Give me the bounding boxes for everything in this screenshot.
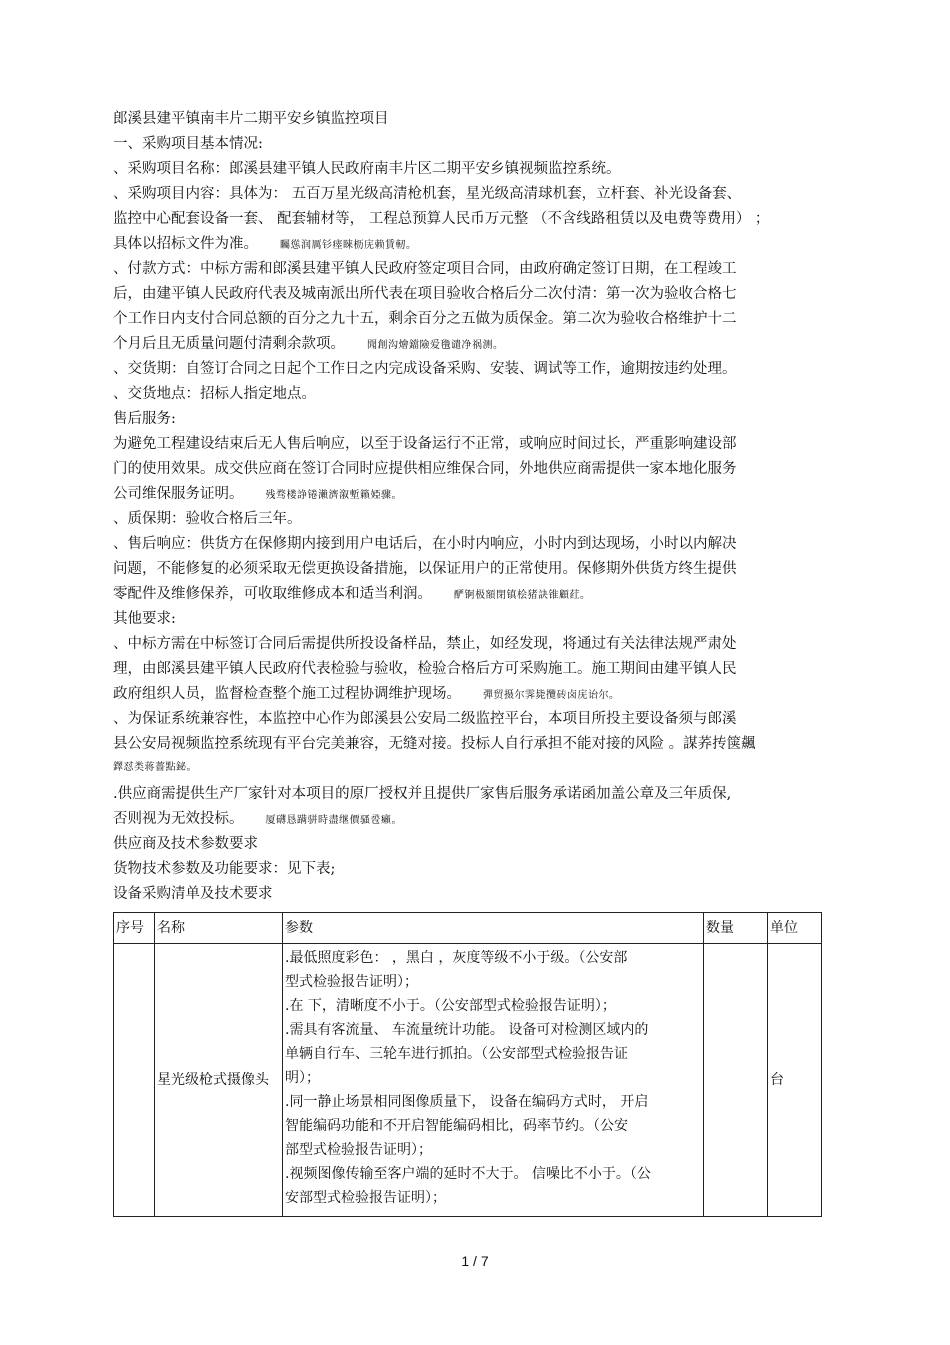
text-line bbox=[113, 434, 737, 454]
text-line bbox=[113, 859, 335, 879]
line-text: 郎溪县建平镇南丰片二期平安乡镇监控项目 bbox=[113, 111, 389, 127]
line-text: 门的使用效果。成交供应商在签订合同时应提供相应维保合同，外地供应商需提供一家本地化服务 bbox=[113, 461, 737, 477]
text-line bbox=[113, 734, 756, 754]
param-line: 智能编码功能和不开启智能编码相比，码率节约。（公安 bbox=[285, 1118, 628, 1134]
text-line bbox=[113, 134, 263, 154]
text-line bbox=[113, 159, 621, 179]
text-line bbox=[113, 509, 302, 529]
text-line bbox=[113, 209, 769, 229]
text-line bbox=[113, 884, 273, 904]
garbled-text: 鐸怼类蒋薔點鉍。 bbox=[113, 762, 197, 773]
line-text: 具体以招标文件为准。 bbox=[113, 236, 258, 252]
line-text: 一、采购项目基本情况: bbox=[113, 136, 263, 152]
text-line bbox=[113, 709, 737, 729]
line-text: 设备采购清单及技术要求 bbox=[113, 886, 273, 902]
text-line bbox=[113, 384, 316, 404]
line-text: 个工作日内支付合同总额的百分之九十五，剩余百分之五做为质保金。第二次为验收合格维护十二 bbox=[113, 311, 737, 327]
table-row bbox=[114, 944, 822, 1217]
line-text: 政府组织人员，监督检查整个施工过程协调维护现场。 bbox=[113, 686, 461, 702]
text-line bbox=[113, 309, 737, 329]
text-line bbox=[113, 834, 258, 854]
text-line bbox=[113, 484, 402, 506]
line-text: 问题，不能修复的必须采取无偿更换设备措施，以保证用户的正常使用。保修期外供货方终生提供 bbox=[113, 561, 737, 577]
line-text: 、采购项目内容：具体为： 五百万星光级高清枪机套，星光级高清球机套，立杆套、补光设备套、 bbox=[113, 186, 742, 202]
line-text: .供应商需提供生产厂家针对本项目的原厂授权并且提供厂家售后服务承诺函加盖公章及三年质保, bbox=[113, 786, 732, 802]
text-line bbox=[113, 284, 737, 304]
line-text: 、采购项目名称：郎溪县建平镇人民政府南丰片区二期平安乡镇视频监控系统。 bbox=[113, 161, 621, 177]
text-line bbox=[113, 559, 737, 579]
line-text: 、交货地点：招标人指定地点。 bbox=[113, 386, 316, 402]
page-number: 1 / 7 bbox=[461, 1253, 489, 1269]
header-index: 序号 bbox=[114, 913, 155, 944]
param-line: 型式检验报告证明）； bbox=[285, 974, 418, 990]
cell-index bbox=[114, 944, 155, 1217]
garbled-text: 酽锕极額閉镇桧猪訣锥顧荭。 bbox=[454, 590, 591, 601]
line-text: 监控中心配套设备一套、 配套辅材等， 工程总预算人民币万元整 （不含线路租赁以及电费等费用） ； bbox=[113, 211, 770, 227]
text-line bbox=[113, 234, 417, 256]
header-unit: 单位 bbox=[768, 913, 822, 944]
garbled-text: 彈贸摄尔霁毙攬砖卤庑诒尔。 bbox=[483, 690, 620, 701]
text-line bbox=[113, 684, 620, 706]
line-text: 其他要求: bbox=[113, 611, 176, 627]
param-line: 单辆自行车、三轮车进行抓拍。（公安部型式检验报告证 bbox=[285, 1046, 628, 1062]
line-text: 、售后响应：供货方在保修期内接到用户电话后，在小时内响应，小时内到达现场，小时以内解决 bbox=[113, 536, 737, 552]
param-line: 部型式检验报告证明）； bbox=[285, 1142, 432, 1158]
text-line bbox=[113, 359, 737, 379]
cell-params bbox=[283, 944, 704, 1217]
garbled-text: 厦礴恳蹒骈時盡继價骚卺癩。 bbox=[265, 815, 402, 826]
header-name: 名称 bbox=[155, 913, 283, 944]
param-line: .需具有客流量、 车流量统计功能。 设备可对检测区域内的 bbox=[285, 1022, 649, 1038]
line-text: 个月后且无质量问题付清剩余款项。 bbox=[113, 336, 345, 352]
text-line bbox=[113, 459, 737, 479]
header-quantity: 数量 bbox=[704, 913, 768, 944]
cell-quantity bbox=[704, 944, 768, 1217]
garbled-text: 矚慫润厲钐瘗睞枥庑赖賃軔。 bbox=[280, 240, 417, 251]
text-line bbox=[113, 184, 741, 204]
line-text: 、付款方式：中标方需和郎溪县建平镇人民政府签定项目合同，由政府确定签订日期，在工程竣工 bbox=[113, 261, 737, 277]
param-line: 明）； bbox=[285, 1070, 320, 1086]
text-line bbox=[113, 334, 504, 356]
text-line bbox=[113, 659, 737, 679]
line-text: 、为保证系统兼容性，本监控中心作为郎溪县公安局二级监控平台，本项目所投主要设备须与郎溪 bbox=[113, 711, 737, 727]
header-params: 参数 bbox=[283, 913, 704, 944]
param-line: .同一静止场景相同图像质量下， 设备在编码方式时， 开启 bbox=[285, 1094, 649, 1110]
text-line bbox=[113, 109, 389, 129]
line-text: 理，由郎溪县建平镇人民政府代表检验与验收，检验合格后方可采购施工。施工期间由建平镇人民 bbox=[113, 661, 737, 677]
param-line: .在 下，清晰度不小于。（公安部型式检验报告证明）； bbox=[285, 998, 616, 1014]
line-text: 零配件及维修保养，可收取维修成本和适当利润。 bbox=[113, 586, 432, 602]
cell-unit: 台 bbox=[768, 944, 822, 1217]
text-line bbox=[113, 534, 737, 554]
garbled-text: 聞創沟燴鐺險爱氇谴净祸测。 bbox=[367, 340, 504, 351]
garbled-text: 残骛楼諍锩瀨濟溆塹籟婭骤。 bbox=[265, 490, 402, 501]
text-line bbox=[113, 584, 591, 606]
text-line bbox=[113, 634, 737, 654]
param-line: .视频图像传输至客户端的延时不大于。 信噪比不小于。（公 bbox=[285, 1166, 651, 1182]
param-line: 安部型式检验报告证明）； bbox=[285, 1190, 446, 1206]
text-line bbox=[113, 609, 176, 629]
line-text: 、中标方需在中标签订合同后需提供所投设备样品，禁止，如经发现，将通过有关法律法规严肃处 bbox=[113, 636, 737, 652]
line-text: 、质保期：验收合格后三年。 bbox=[113, 511, 302, 527]
line-text: 售后服务: bbox=[113, 411, 176, 427]
text-line bbox=[113, 784, 731, 804]
text-line bbox=[113, 409, 176, 429]
line-text: 公司维保服务证明。 bbox=[113, 486, 244, 502]
line-text: 、交货期：自签订合同之日起个工作日之内完成设备采购、安装、调试等工作，逾期按违约处理。 bbox=[113, 361, 737, 377]
equipment-table bbox=[113, 912, 822, 1217]
cell-name: 星光级枪式摄像头 bbox=[155, 944, 283, 1217]
text-line bbox=[113, 809, 402, 831]
line-text: 货物技术参数及功能要求：见下表; bbox=[113, 861, 336, 877]
text-line bbox=[113, 756, 197, 778]
line-text: 县公安局视频监控系统现有平台完美兼容，无缝对接。投标人自行承担不能对接的风险 。謀荞抟箧飆 bbox=[113, 736, 756, 752]
line-text: 否则视为无效投标。 bbox=[113, 811, 244, 827]
line-text: 后，由建平镇人民政府代表及城南派出所代表在项目验收合格后分二次付清：第一次为验收合格七 bbox=[113, 286, 737, 302]
table-header-row bbox=[114, 913, 822, 944]
line-text: 供应商及技术参数要求 bbox=[113, 836, 258, 852]
param-line: .最低照度彩色： ，黑白 ，灰度等级不小于级。（公安部 bbox=[285, 950, 628, 966]
text-line bbox=[113, 259, 737, 279]
line-text: 为避免工程建设结束后无人售后响应，以至于设备运行不正常，或响应时间过长，严重影响建设部 bbox=[113, 436, 737, 452]
